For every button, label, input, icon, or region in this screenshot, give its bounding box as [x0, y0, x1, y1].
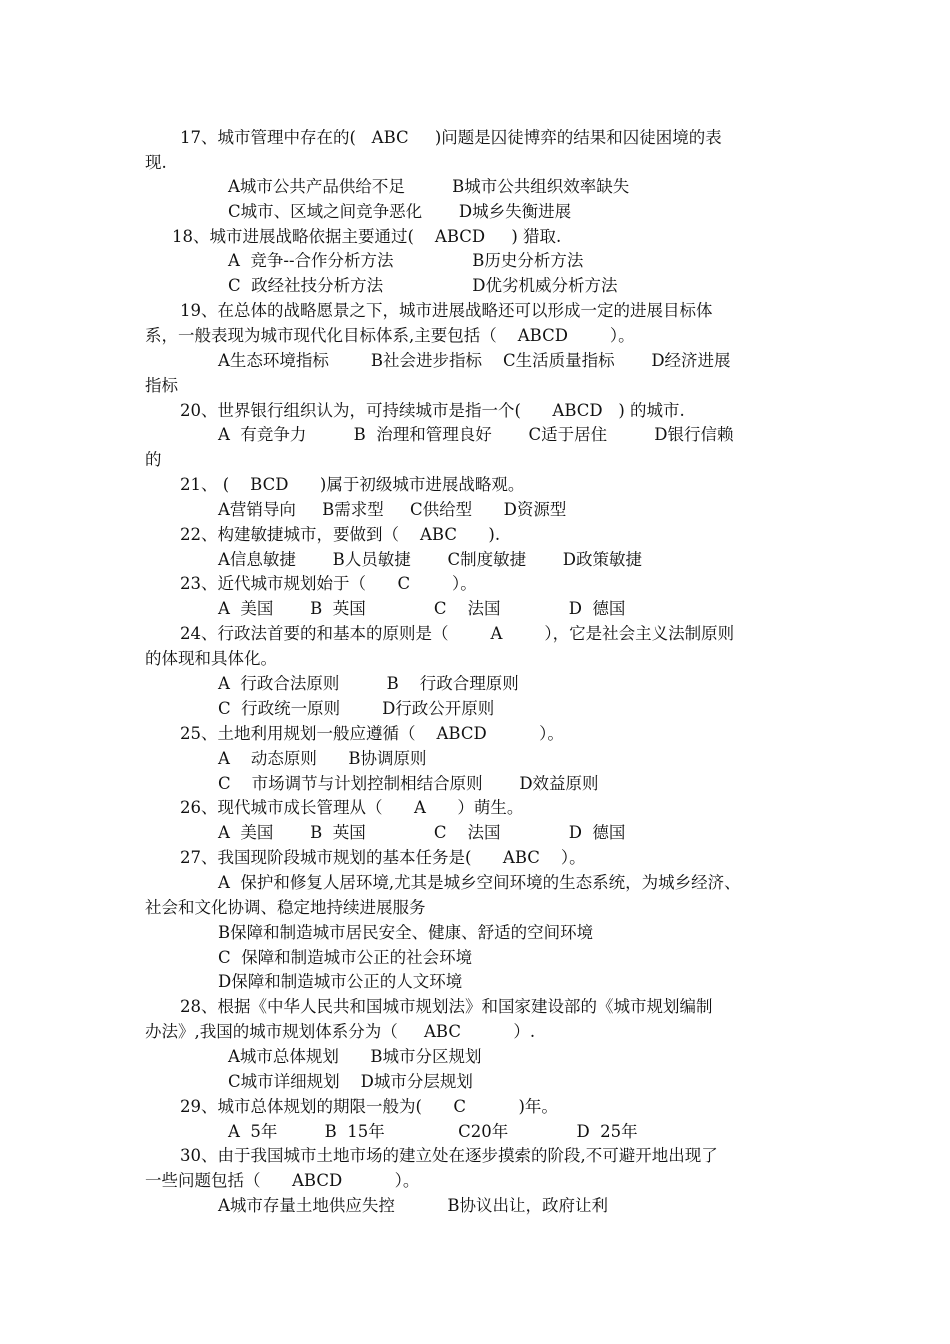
text-line: A 竞争--合作分析方法 B历史分析方法 — [228, 251, 584, 270]
text-line: A城市公共产品供给不足 B城市公共组织效率缺失 — [228, 177, 630, 196]
text-line: C 政经社技分析方法 D优劣机威分析方法 — [228, 276, 618, 295]
text-line: A 保护和修复人居环境,尤其是城乡空间环境的生态系统，为城乡经济、 — [218, 873, 741, 892]
text-line: 30、由于我国城市土地市场的建立处在逐步摸索的阶段,不可避开地出现了 — [180, 1146, 718, 1165]
text-line: A 有竞争力 B 治理和管理良好 C适于居住 D银行信赖 — [218, 425, 734, 444]
text-line: 28、根据《中华人民共和国城市规划法》和国家建设部的《城市规划编制 — [180, 997, 713, 1016]
text-line: 29、城市总体规划的期限一般为( C )年。 — [180, 1097, 558, 1116]
text-line: 社会和文化协调、稳定地持续进展服务 — [145, 898, 426, 917]
text-line: 指标 — [145, 376, 178, 395]
text-line: A 动态原则 B协调原则 — [218, 749, 427, 768]
text-line: 的体现和具体化。 — [145, 649, 277, 668]
text-line: A 5年 B 15年 C20年 D 25年 — [228, 1122, 638, 1141]
text-line: C 市场调节与计划控制相结合原则 D效益原则 — [218, 774, 599, 793]
text-line: 20、世界银行组织认为，可持续城市是指一个( ABCD ) 的城市. — [180, 401, 685, 420]
text-line: 17、城市管理中存在的( ABC )问题是囚徒博弈的结果和囚徒困境的表 — [180, 128, 722, 147]
text-line: A 美国 B 英国 C 法国 D 德国 — [218, 599, 626, 618]
text-line: 23、近代城市规划始于（ C ）。 — [180, 574, 477, 593]
text-line: 22、构建敏捷城市，要做到（ ABC ). — [180, 525, 501, 544]
text-line: A信息敏捷 B人员敏捷 C制度敏捷 D政策敏捷 — [218, 550, 643, 569]
text-line: 一些问题包括（ ABCD ）。 — [145, 1171, 420, 1190]
text-line: D保障和制造城市公正的人文环境 — [218, 972, 463, 991]
text-line: C 行政统一原则 D行政公开原则 — [218, 699, 495, 718]
text-line: C城市、区域之间竞争恶化 D城乡失衡进展 — [228, 202, 572, 221]
text-line: 系，一般表现为城市现代化目标体系,主要包括（ ABCD ）。 — [145, 326, 635, 345]
text-line: 19、在总体的战略愿景之下，城市进展战略还可以形成一定的进展目标体 — [180, 301, 713, 320]
text-line: 21、 ( BCD )属于初级城市进展战略观。 — [180, 475, 525, 494]
text-line: 25、土地利用规划一般应遵循（ ABCD ）。 — [180, 724, 564, 743]
text-line: A城市存量土地供应失控 B协议出让，政府让利 — [218, 1196, 608, 1215]
text-line: A营销导向 B需求型 C供给型 D资源型 — [218, 500, 567, 519]
text-line: 的 — [145, 450, 162, 469]
text-line: A生态环境指标 B社会进步指标 C生活质量指标 D经济进展 — [218, 351, 731, 370]
text-line: 18、城市进展战略依据主要通过( ABCD ) 猎取. — [172, 227, 562, 246]
text-line: 现. — [145, 153, 167, 172]
text-line: B保障和制造城市居民安全、健康、舒适的空间环境 — [218, 923, 594, 942]
text-line: 办法》,我国的城市规划体系分为（ ABC ）. — [145, 1022, 536, 1041]
text-line: 27、我国现阶段城市规划的基本任务是( ABC ）。 — [180, 848, 586, 867]
text-line: C城市详细规划 D城市分层规划 — [228, 1072, 473, 1091]
text-line: 26、现代城市成长管理从（ A ）萌生。 — [180, 798, 524, 817]
text-line: A 行政合法原则 B 行政合理原则 — [218, 674, 519, 693]
text-line: A 美国 B 英国 C 法国 D 德国 — [218, 823, 626, 842]
text-line: 24、行政法首要的和基本的原则是（ A ），它是社会主义法制原则 — [180, 624, 735, 643]
text-line: C 保障和制造城市公正的社会环境 — [218, 948, 473, 967]
text-line: A城市总体规划 B城市分区规划 — [228, 1047, 482, 1066]
